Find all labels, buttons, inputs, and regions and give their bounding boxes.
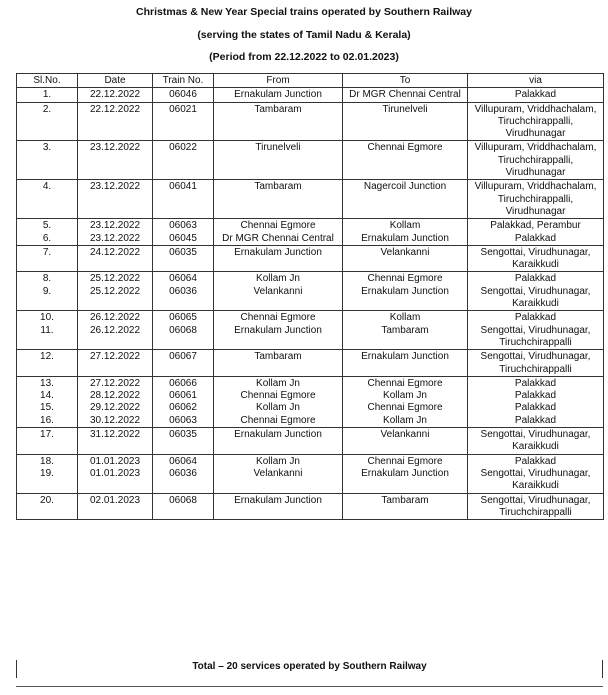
table-row (17, 286, 604, 311)
cell-date: 23.12.2022 (78, 141, 153, 180)
cell-via: Palakkad (468, 454, 604, 468)
cell-date: 22.12.2022 (78, 88, 153, 102)
cell-slno: 8. (17, 272, 78, 286)
cell-via: Villupuram, Vriddhachalam, Tiruchchirappalli, Virudhunagar (468, 141, 604, 180)
cell-via: Sengottai, Virudhunagar, Karaikkudi (468, 245, 604, 272)
table-row (17, 415, 604, 428)
table-row (17, 272, 604, 286)
cell-date: 01.01.2023 (78, 454, 153, 468)
cell-slno: 7. (17, 245, 78, 272)
cell-slno: 9. (17, 286, 78, 311)
cell-slno: 2. (17, 102, 78, 141)
cell-train-no: 06063 (153, 415, 214, 428)
cell-via: Sengottai, Virudhunagar, Karaikkudi (468, 286, 604, 311)
cell-train-no: 06068 (153, 493, 214, 520)
table-row (17, 390, 604, 402)
cell-slno: 20. (17, 493, 78, 520)
cell-train-no: 06035 (153, 428, 214, 455)
document-subtitle: (serving the states of Tamil Nadu & Kerala) (197, 29, 411, 41)
table-row (17, 428, 604, 455)
cell-date: 25.12.2022 (78, 272, 153, 286)
cell-train-no: 06045 (153, 233, 214, 246)
cell-to: Chennai Egmore (343, 402, 468, 414)
cell-date: 22.12.2022 (78, 102, 153, 141)
cell-date: 24.12.2022 (78, 245, 153, 272)
cell-date: 02.01.2023 (78, 493, 153, 520)
cell-via: Palakkad, Perambur (468, 219, 604, 233)
cell-from: Chennai Egmore (214, 390, 343, 402)
cell-to: Chennai Egmore (343, 376, 468, 390)
cell-to: Chennai Egmore (343, 141, 468, 180)
cell-from: Ernakulam Junction (214, 493, 343, 520)
cell-to: Kollam (343, 219, 468, 233)
cell-to: Tambaram (343, 493, 468, 520)
cell-to: Ernakulam Junction (343, 233, 468, 246)
cell-via: Sengottai, Virudhunagar, Tiruchchirappalli (468, 493, 604, 520)
document-title: Christmas & New Year Special trains operated by Southern Railway (136, 6, 472, 18)
table-row (17, 180, 604, 219)
table-row (17, 219, 604, 233)
cell-from: Ernakulam Junction (214, 428, 343, 455)
cell-train-no: 06065 (153, 311, 214, 325)
cell-via: Sengottai, Virudhunagar, Karaikkudi (468, 468, 604, 493)
cell-train-no: 06061 (153, 390, 214, 402)
cell-train-no: 06066 (153, 376, 214, 390)
cell-to: Velankanni (343, 245, 468, 272)
cell-slno: 3. (17, 141, 78, 180)
cell-from: Chennai Egmore (214, 219, 343, 233)
cell-from: Kollam Jn (214, 454, 343, 468)
table-row (17, 245, 604, 272)
table-row (17, 468, 604, 493)
cell-date: 27.12.2022 (78, 350, 153, 377)
col-header-slno: Sl.No. (17, 74, 78, 88)
cell-date: 31.12.2022 (78, 428, 153, 455)
cell-date: 29.12.2022 (78, 402, 153, 414)
cell-slno: 17. (17, 428, 78, 455)
cell-date: 01.01.2023 (78, 468, 153, 493)
cell-train-no: 06064 (153, 454, 214, 468)
cell-slno: 18. (17, 454, 78, 468)
table-row (17, 325, 604, 350)
cell-slno: 4. (17, 180, 78, 219)
cell-date: 23.12.2022 (78, 233, 153, 246)
cell-to: Dr MGR Chennai Central (343, 88, 468, 102)
cell-slno: 10. (17, 311, 78, 325)
table-row (17, 454, 604, 468)
cell-to: Ernakulam Junction (343, 286, 468, 311)
cell-train-no: 06035 (153, 245, 214, 272)
col-header-date: Date (78, 74, 153, 88)
cell-train-no: 06067 (153, 350, 214, 377)
cell-from: Velankanni (214, 468, 343, 493)
cell-train-no: 06046 (153, 88, 214, 102)
table-row (17, 102, 604, 141)
cell-from: Tambaram (214, 102, 343, 141)
cell-from: Velankanni (214, 286, 343, 311)
cell-date: 23.12.2022 (78, 180, 153, 219)
cell-train-no: 06022 (153, 141, 214, 180)
cell-train-no: 06021 (153, 102, 214, 141)
cell-from: Tirunelveli (214, 141, 343, 180)
cell-via: Palakkad (468, 272, 604, 286)
cell-train-no: 06036 (153, 468, 214, 493)
cell-date: 27.12.2022 (78, 376, 153, 390)
cell-slno: 16. (17, 415, 78, 428)
cell-train-no: 06068 (153, 325, 214, 350)
cell-slno: 12. (17, 350, 78, 377)
cell-train-no: 06063 (153, 219, 214, 233)
cell-date: 30.12.2022 (78, 415, 153, 428)
cell-from: Kollam Jn (214, 272, 343, 286)
col-header-to: To (343, 74, 468, 88)
table-row (17, 493, 604, 520)
total-services: Total – 20 services operated by Southern Railway (16, 660, 603, 678)
cell-via: Palakkad (468, 376, 604, 390)
cell-from: Kollam Jn (214, 402, 343, 414)
cell-train-no: 06036 (153, 286, 214, 311)
cell-date: 26.12.2022 (78, 311, 153, 325)
cell-to: Chennai Egmore (343, 454, 468, 468)
col-header-via: via (468, 74, 604, 88)
cell-via: Villupuram, Vriddhachalam, Tiruchchirappalli, Virudhunagar (468, 180, 604, 219)
cell-to: Ernakulam Junction (343, 468, 468, 493)
table-row (17, 88, 604, 102)
header-row (17, 74, 604, 88)
cell-from: Dr MGR Chennai Central (214, 233, 343, 246)
cell-from: Ernakulam Junction (214, 325, 343, 350)
cell-from: Ernakulam Junction (214, 245, 343, 272)
cell-to: Chennai Egmore (343, 272, 468, 286)
cell-slno: 14. (17, 390, 78, 402)
col-header-from: From (214, 74, 343, 88)
cell-train-no: 06062 (153, 402, 214, 414)
bottom-rule (16, 686, 603, 687)
cell-date: 25.12.2022 (78, 286, 153, 311)
cell-slno: 11. (17, 325, 78, 350)
cell-to: Tirunelveli (343, 102, 468, 141)
table-row (17, 141, 604, 180)
cell-via: Sengottai, Virudhunagar, Tiruchchirappalli (468, 325, 604, 350)
table-row (17, 233, 604, 246)
cell-from: Kollam Jn (214, 376, 343, 390)
cell-via: Palakkad (468, 311, 604, 325)
cell-via: Villupuram, Vriddhachalam, Tiruchchirappalli, Virudhunagar (468, 102, 604, 141)
cell-to: Velankanni (343, 428, 468, 455)
table-row (17, 376, 604, 390)
cell-slno: 1. (17, 88, 78, 102)
cell-via: Sengottai, Virudhunagar, Karaikkudi (468, 428, 604, 455)
col-header-train-no: Train No. (153, 74, 214, 88)
cell-from: Tambaram (214, 180, 343, 219)
cell-to: Kollam Jn (343, 415, 468, 428)
cell-via: Sengottai, Virudhunagar, Tiruchchirappalli (468, 350, 604, 377)
cell-from: Tambaram (214, 350, 343, 377)
cell-date: 26.12.2022 (78, 325, 153, 350)
cell-train-no: 06064 (153, 272, 214, 286)
cell-via: Palakkad (468, 415, 604, 428)
cell-slno: 13. (17, 376, 78, 390)
cell-via: Palakkad (468, 233, 604, 246)
cell-slno: 5. (17, 219, 78, 233)
cell-slno: 19. (17, 468, 78, 493)
cell-slno: 6. (17, 233, 78, 246)
period-line: (Period from 22.12.2022 to 02.01.2023) (209, 51, 399, 63)
cell-to: Tambaram (343, 325, 468, 350)
table-row (17, 350, 604, 377)
special-trains-table (16, 73, 604, 520)
cell-to: Ernakulam Junction (343, 350, 468, 377)
cell-to: Nagercoil Junction (343, 180, 468, 219)
cell-date: 23.12.2022 (78, 219, 153, 233)
cell-from: Ernakulam Junction (214, 88, 343, 102)
cell-from: Chennai Egmore (214, 415, 343, 428)
cell-from: Chennai Egmore (214, 311, 343, 325)
table-row (17, 311, 604, 325)
cell-via: Palakkad (468, 390, 604, 402)
cell-to: Kollam (343, 311, 468, 325)
table-row (17, 402, 604, 414)
cell-to: Kollam Jn (343, 390, 468, 402)
cell-date: 28.12.2022 (78, 390, 153, 402)
cell-via: Palakkad (468, 402, 604, 414)
cell-train-no: 06041 (153, 180, 214, 219)
cell-via: Palakkad (468, 88, 604, 102)
cell-slno: 15. (17, 402, 78, 414)
